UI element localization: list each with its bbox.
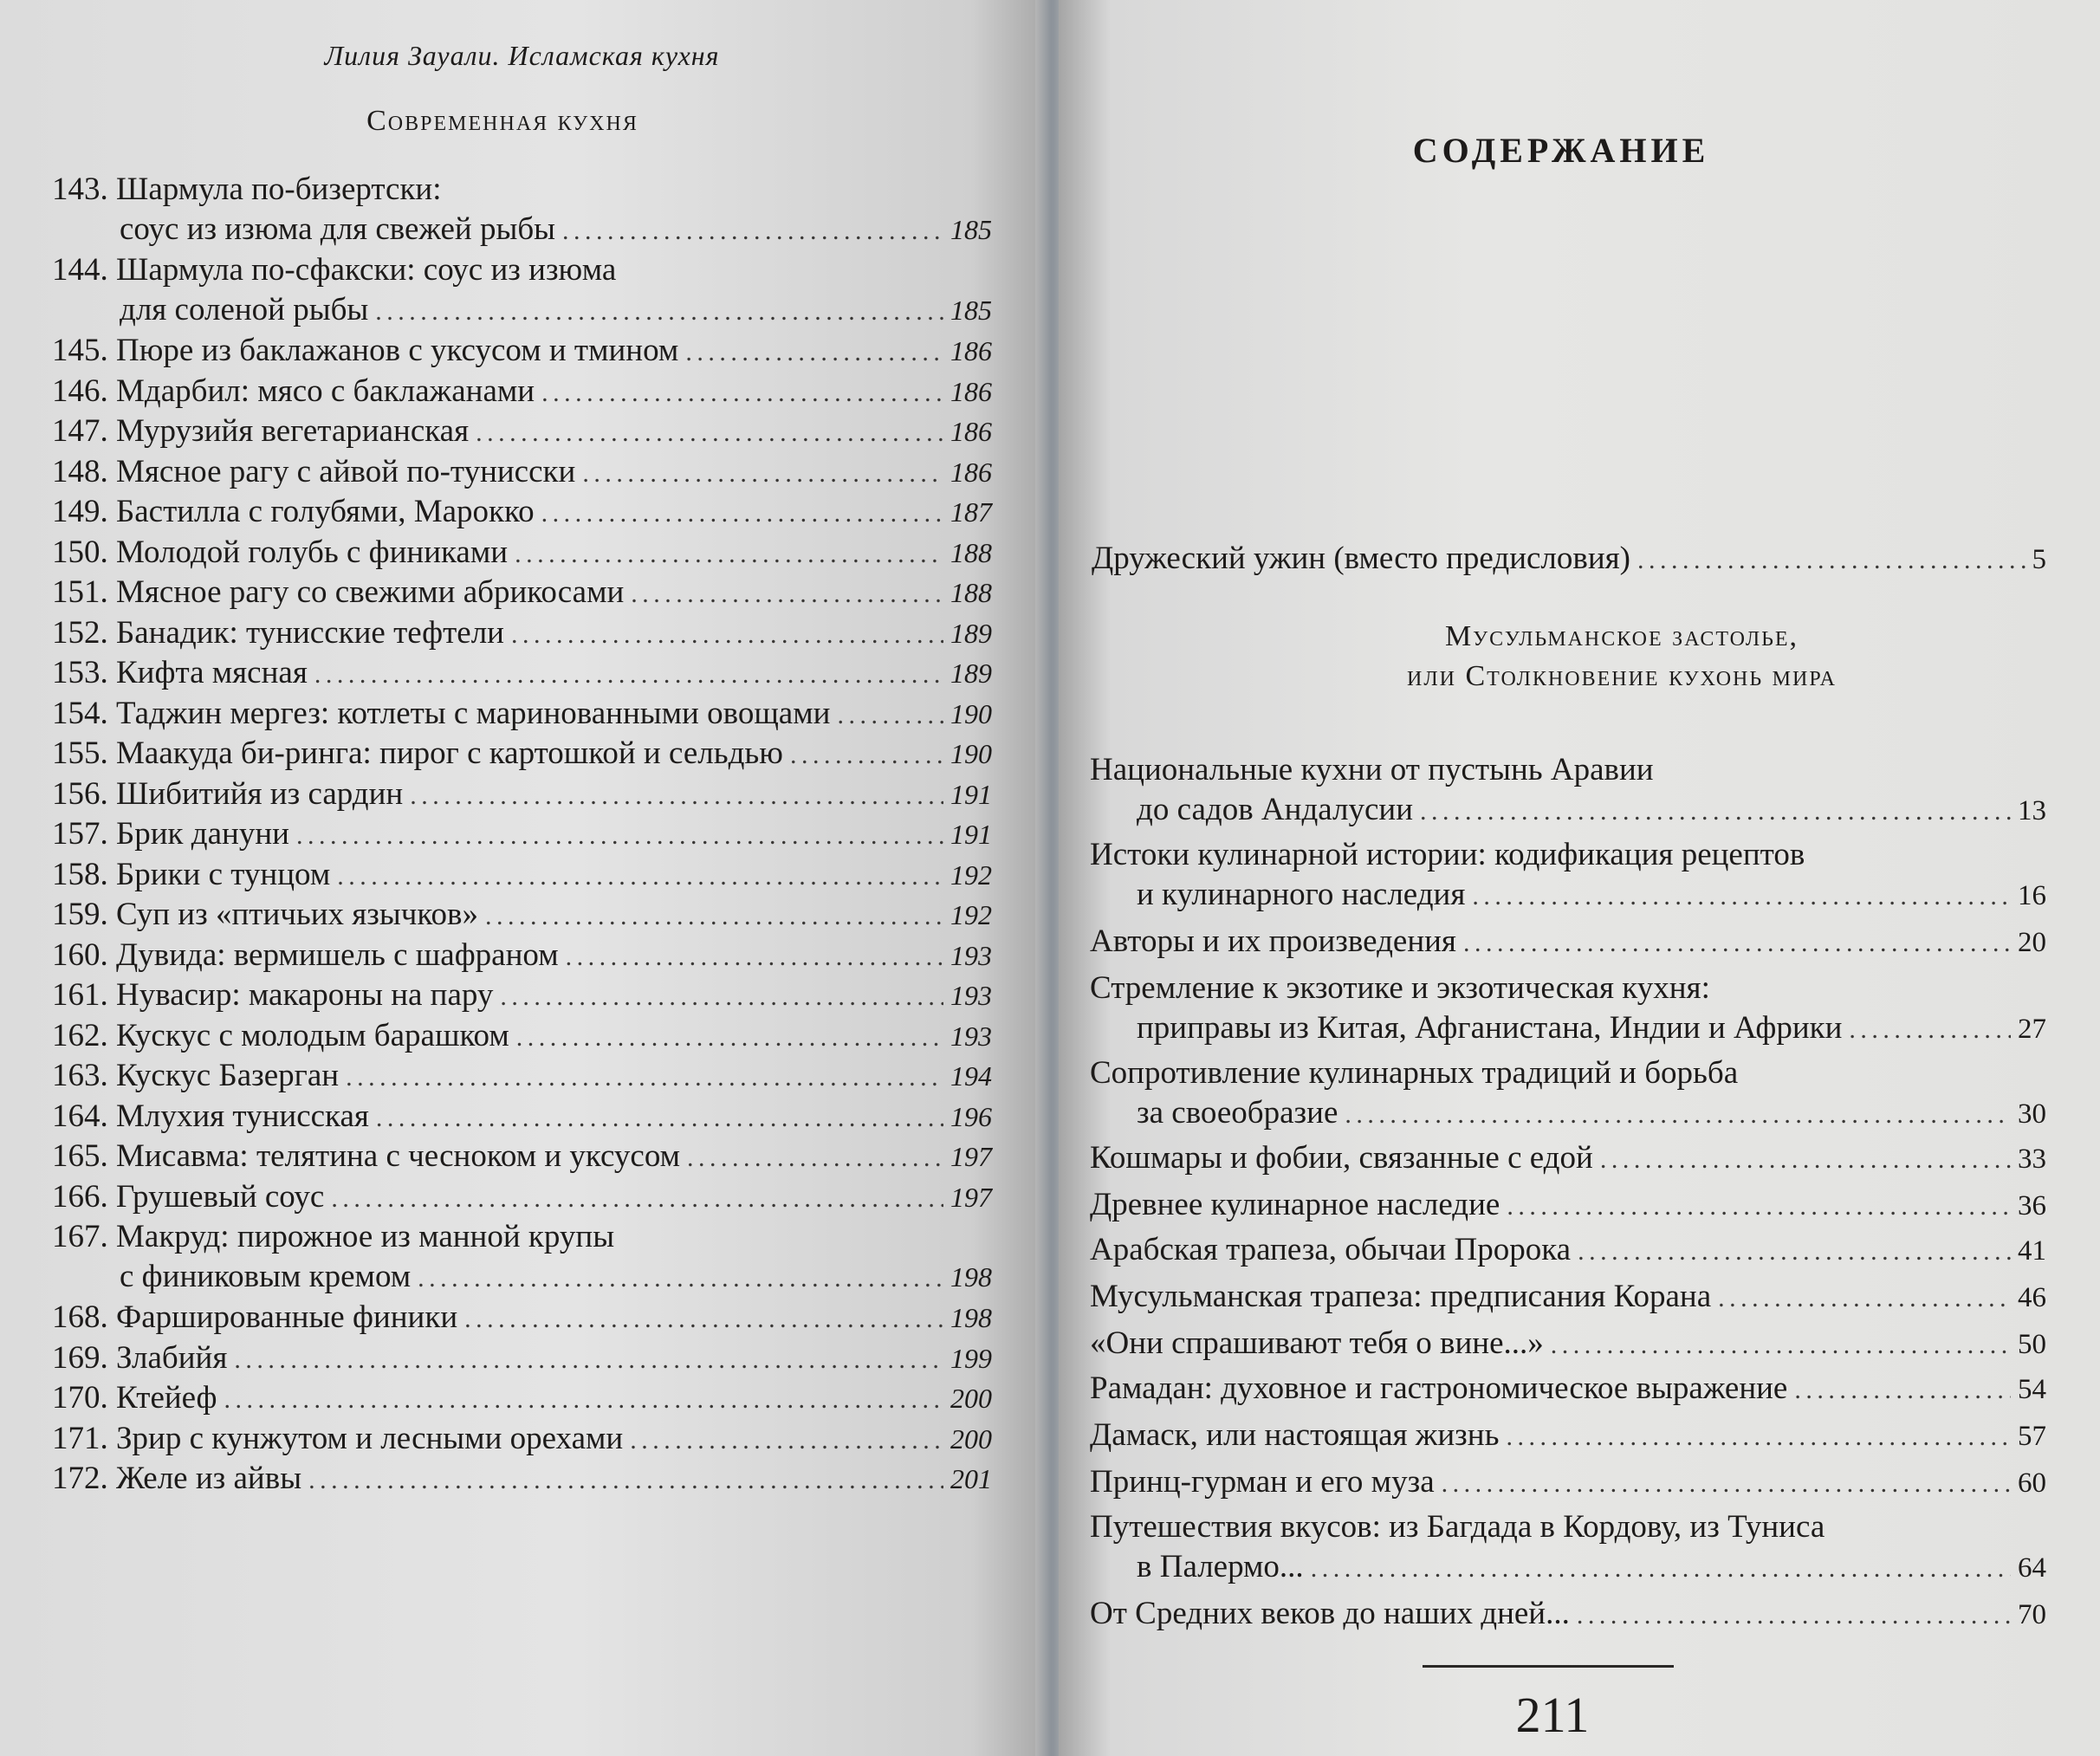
dot-leader <box>566 937 943 977</box>
toc-entry-title: 154. Таджин мергез: котлеты с маринованными овощами <box>52 695 831 731</box>
dot-leader <box>1345 1095 2011 1135</box>
toc-entry-page: 16 <box>2018 880 2046 911</box>
dot-leader <box>541 494 943 534</box>
section-title-line: Мусульманское застолье, <box>1444 620 1799 652</box>
toc-entry-page: 201 <box>950 1463 992 1494</box>
dot-leader <box>837 696 943 735</box>
toc-entry-title: 149. Бастилла с голубями, Марокко <box>52 494 535 529</box>
dot-leader <box>515 535 943 574</box>
toc-entry <box>52 1097 992 1138</box>
toc-entry-title: 171. Зрир с кунжутом и лесными орехами <box>52 1420 624 1456</box>
dot-leader <box>485 897 943 936</box>
toc-entry-title: приправы из Китая, Афганистана, Индии и Африки <box>1137 1010 1843 1046</box>
dot-leader <box>516 1018 943 1058</box>
toc-entry <box>1090 1138 2046 1180</box>
toc-entry-title: с финиковым кремом <box>120 1259 412 1294</box>
dot-leader <box>418 1259 943 1299</box>
toc-entry <box>1090 1324 2046 1365</box>
toc-entry-page: 186 <box>950 335 992 366</box>
toc-entry-title: 147. Мурузийя вегетарианская <box>52 413 470 449</box>
toc-entry <box>52 1016 992 1058</box>
toc-entry <box>52 814 992 856</box>
dot-leader <box>1472 877 2011 917</box>
toc-entry <box>52 734 992 775</box>
section-title-right <box>1284 617 1960 697</box>
dot-leader <box>464 1299 943 1339</box>
dot-leader <box>562 211 943 251</box>
dot-leader <box>1849 1010 2011 1050</box>
toc-entry-title: 159. Суп из «птичьих язычков» <box>52 897 478 932</box>
toc-entry-page: 41 <box>2018 1235 2046 1267</box>
toc-entry-page: 193 <box>950 939 992 971</box>
dot-leader <box>1507 1187 2011 1227</box>
dot-leader <box>1311 1549 2011 1589</box>
dot-leader <box>511 615 943 655</box>
toc-entry <box>52 411 992 453</box>
toc-entry-title: 166. Грушевый соус <box>52 1178 325 1215</box>
toc-entry-title: Истоки кулинарной истории: кодификация рецептов <box>1090 837 1805 872</box>
toc-entry-page: 64 <box>2018 1552 2046 1584</box>
dot-leader <box>1577 1596 2011 1636</box>
toc-entry <box>52 170 992 251</box>
toc-entry-page: 185 <box>950 295 992 326</box>
toc-entry-title: 170. Ктейеф <box>52 1380 217 1416</box>
toc-entry-title: 156. Шибитийя из сардин <box>52 775 404 812</box>
toc-entry <box>52 613 992 655</box>
toc-entry <box>1090 1053 2046 1135</box>
dot-leader <box>1463 923 2011 963</box>
dot-leader <box>308 1461 943 1500</box>
folio-rule <box>1423 1665 1674 1668</box>
toc-entry-title: 162. Кускус с молодым барашком <box>52 1017 509 1053</box>
dot-leader <box>1718 1279 2011 1319</box>
left-page <box>0 0 1044 1756</box>
toc-entry <box>52 533 992 574</box>
dot-leader <box>500 977 943 1017</box>
section-title-line: или Столкновение кухонь мира <box>1407 660 1837 692</box>
dot-leader <box>476 413 943 453</box>
dot-leader <box>410 776 943 816</box>
toc-entry-page: 197 <box>950 1141 992 1172</box>
toc-entry-title: соус из изюма для свежей рыбы <box>120 211 556 247</box>
toc-entry <box>52 1217 992 1299</box>
toc-entry-title: Дружеский ужин (вместо предисловия) <box>1092 541 1630 576</box>
toc-entry-page: 193 <box>950 980 992 1011</box>
toc-entry <box>1092 539 2046 580</box>
toc-entry-title: 150. Молодой голубь с финиками <box>52 534 509 570</box>
toc-entry-page: 5 <box>2032 544 2046 575</box>
toc-entry-title: и кулинарного наследия <box>1137 877 1466 912</box>
toc-entry <box>1090 1507 2046 1589</box>
toc-entry-title: 155. Маакуда би-ринга: пирог с картошкой и сельдью <box>52 735 783 771</box>
running-head-title: Исламская кухня <box>508 40 720 71</box>
dot-leader <box>376 1098 943 1138</box>
toc-entry-page: 186 <box>950 375 992 407</box>
dot-leader <box>582 454 943 494</box>
toc-entry-title: 148. Мясное рагу с айвой по-тунисски <box>52 453 576 489</box>
right-page <box>1059 0 2100 1756</box>
toc-entry <box>52 774 992 816</box>
toc-entry-title: 144. Шармула по-сфакски: соус из изюма <box>52 252 617 288</box>
toc-entry <box>52 936 992 977</box>
toc-entry-page: 27 <box>2018 1014 2046 1045</box>
dot-leader <box>687 1138 943 1178</box>
dot-leader <box>331 1179 943 1219</box>
toc-entry-title: за своеобразие <box>1137 1095 1338 1131</box>
toc-entry-page: 60 <box>2018 1468 2046 1499</box>
toc-entry <box>1090 1185 2046 1227</box>
toc-entry-page: 197 <box>950 1181 992 1213</box>
dot-leader <box>224 1380 943 1420</box>
toc-entry <box>52 1137 992 1178</box>
dot-leader <box>685 333 943 373</box>
toc-entry <box>1090 969 2046 1050</box>
toc-entry-page: 198 <box>950 1302 992 1333</box>
toc-entry <box>52 1459 992 1500</box>
toc-entry-title: 157. Брик дануни <box>52 816 289 852</box>
toc-entry <box>52 452 992 494</box>
toc-entry <box>52 653 992 695</box>
toc-entry-title: Сопротивление кулинарных традиций и борьба <box>1090 1055 1739 1091</box>
toc-entry <box>52 1419 992 1461</box>
toc-entry-title: Древнее кулинарное наследие <box>1090 1187 1500 1222</box>
toc-entry-page: 188 <box>950 536 992 568</box>
toc-entry-page: 192 <box>950 899 992 930</box>
dot-leader <box>1578 1232 2011 1272</box>
toc-entry-page: 46 <box>2018 1282 2046 1313</box>
toc-entry-title: 167. Макруд: пирожное из манной крупы <box>52 1219 615 1254</box>
toc-entry-title: 151. Мясное рагу со свежими абрикосами <box>52 574 625 610</box>
contents-heading: СОДЕРЖАНИЕ <box>1412 131 1710 170</box>
toc-entry-title: для соленой рыбы <box>120 292 369 327</box>
toc-entry-title: 146. Мдарбил: мясо с баклажанами <box>52 373 535 409</box>
toc-entry-title: 152. Банадик: тунисские тефтели <box>52 614 504 651</box>
dot-leader <box>1442 1464 2011 1504</box>
toc-entry-page: 36 <box>2018 1190 2046 1221</box>
toc-entry-page: 54 <box>2018 1374 2046 1405</box>
toc-entry-title: 168. Фаршированные финики <box>52 1299 458 1335</box>
dot-leader <box>1600 1140 2011 1180</box>
toc-entry-title: Стремление к экзотике и экзотическая кухня: <box>1090 970 1710 1006</box>
toc-entry-page: 186 <box>950 456 992 488</box>
toc-entry <box>1090 750 2046 832</box>
page-number: 211 <box>1515 1687 1590 1743</box>
running-head-author: Лилия Зауали. <box>324 40 501 71</box>
toc-entry <box>52 331 992 373</box>
toc-entry-page: 20 <box>2018 927 2046 958</box>
toc-entry-title: Дамаск, или настоящая жизнь <box>1090 1417 1500 1453</box>
toc-entry-page: 190 <box>950 738 992 769</box>
toc-entry-page: 185 <box>950 214 992 245</box>
dot-leader <box>375 292 943 332</box>
toc-entry-title: 145. Пюре из баклажанов с уксусом и тмином <box>52 333 679 368</box>
toc-entry-title: 169. Злабийя <box>52 1339 228 1376</box>
toc-entry <box>52 1338 992 1380</box>
toc-entry-title: Принц-гурман и его муза <box>1090 1464 1435 1500</box>
toc-entry-page: 196 <box>950 1100 992 1132</box>
toc-entry-title: Путешествия вкусов: из Багдада в Кордову, из Туниса <box>1090 1509 1825 1545</box>
dot-leader <box>296 816 943 856</box>
toc-entry-page: 191 <box>950 819 992 850</box>
toc-entry-page: 189 <box>950 617 992 649</box>
toc-entry-page: 190 <box>950 697 992 729</box>
toc-entry <box>52 975 992 1017</box>
toc-entry <box>1090 1594 2046 1636</box>
toc-entry <box>1090 922 2046 963</box>
toc-entry-page: 198 <box>950 1261 992 1293</box>
toc-entry-title: 163. Кускус Базерган <box>52 1058 340 1093</box>
toc-entry-title: 160. Дувида: вермишель с шафраном <box>52 936 559 973</box>
dot-leader <box>541 373 943 413</box>
toc-entry-title: 164. Млухия тунисская <box>52 1098 369 1134</box>
toc-entry-page: 194 <box>950 1060 992 1092</box>
toc-entry-title: Мусульманская трапеза: предписания Корана <box>1090 1279 1712 1314</box>
section-title: Современная кухня <box>366 105 638 137</box>
dot-leader <box>631 574 943 614</box>
toc-entry-title: Национальные кухни от пустынь Аравии <box>1090 752 1654 787</box>
toc-entry-title: 161. Нувасир: макароны на пару <box>52 977 494 1013</box>
toc-entry-page: 191 <box>950 778 992 810</box>
toc-entry-page: 30 <box>2018 1098 2046 1130</box>
toc-entry-page: 192 <box>950 859 992 891</box>
toc-entry-page: 200 <box>950 1422 992 1455</box>
toc-entry-title: 172. Желе из айвы <box>52 1461 302 1496</box>
toc-entry-page: 187 <box>950 496 992 528</box>
toc-entry <box>52 855 992 897</box>
toc-entry <box>52 573 992 614</box>
toc-entry-title: в Палермо... <box>1137 1549 1304 1584</box>
toc-entry-title: Кошмары и фобии, связанные с едой <box>1090 1140 1593 1176</box>
toc-entry-title: 143. Шармула по-бизертски: <box>52 172 442 207</box>
toc-entry-page: 57 <box>2018 1421 2046 1452</box>
toc-entry-title: Рамадан: духовное и гастрономическое выражение <box>1090 1370 1788 1406</box>
toc-entry <box>52 1298 992 1339</box>
dot-leader <box>1506 1417 2011 1457</box>
dot-leader <box>234 1340 943 1380</box>
toc-entry-title: Авторы и их произведения <box>1090 923 1456 959</box>
dot-leader <box>346 1058 943 1098</box>
dot-leader <box>630 1421 943 1461</box>
toc-entry <box>1090 1416 2046 1457</box>
dot-leader <box>1637 541 2025 580</box>
toc-entry <box>1090 1462 2046 1504</box>
running-head <box>0 40 1044 72</box>
toc-entry-page: 193 <box>950 1020 992 1052</box>
toc-entry <box>52 694 992 735</box>
toc-entry-title: «Они спрашивают тебя о вине...» <box>1090 1325 1544 1361</box>
toc-entry <box>52 492 992 534</box>
toc-entry-page: 70 <box>2018 1599 2046 1630</box>
toc-entry <box>1090 1369 2046 1410</box>
toc-entry-title: Арабская трапеза, обычаи Пророка <box>1090 1232 1572 1267</box>
toc-entry-page: 199 <box>950 1342 992 1374</box>
dot-leader <box>337 857 943 897</box>
toc-entry-page: 189 <box>950 658 992 689</box>
toc-entry-title: 165. Мисавма: телятина с чесноком и уксусом <box>52 1138 681 1174</box>
toc-entry <box>52 250 992 332</box>
toc-entry-page: 200 <box>950 1383 992 1414</box>
toc-entry <box>52 1056 992 1098</box>
toc-entry <box>52 1177 992 1219</box>
toc-entry-title: до садов Андалусии <box>1137 792 1413 827</box>
toc-entry-page: 50 <box>2018 1329 2046 1360</box>
dot-leader <box>1551 1325 2011 1365</box>
toc-entry <box>52 372 992 413</box>
toc-entry <box>1090 835 2046 917</box>
toc-entry-page: 13 <box>2018 795 2046 826</box>
toc-entry-title: От Средних веков до наших дней... <box>1090 1596 1570 1631</box>
toc-entry-page: 188 <box>950 577 992 608</box>
toc-entry <box>1090 1230 2046 1272</box>
dot-leader <box>314 655 943 695</box>
dot-leader <box>1794 1370 2011 1410</box>
dot-leader <box>1420 792 2011 832</box>
toc-entry <box>52 895 992 936</box>
toc-entry-title: 158. Брики с тунцом <box>52 856 331 892</box>
toc-entry <box>1090 1277 2046 1319</box>
toc-entry-page: 186 <box>950 416 992 447</box>
toc-entry-title: 153. Кифта мясная <box>52 655 308 690</box>
toc-entry <box>52 1378 992 1420</box>
dot-leader <box>790 735 943 775</box>
toc-entry-page: 33 <box>2018 1144 2046 1175</box>
